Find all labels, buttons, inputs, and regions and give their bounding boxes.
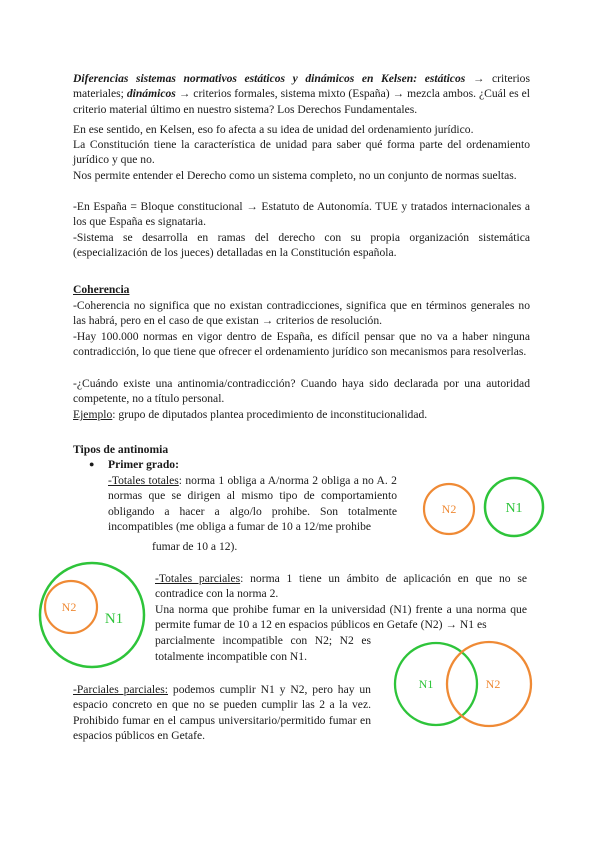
n2-label: N2 [441,502,457,516]
intro-title: Diferencias sistemas normativos estáticos y dinámicos en Kelsen: [73,72,418,85]
example-label: Ejemplo [73,408,113,421]
totales-totales-text: : norma 1 obliga a A/norma 2 obliga a no A. 2 normas que se dirigen al mismo tipo de comportamiento obligando a hacer a algo/lo prohibe. Son totalmente incompatibles (me obliga a fumar de 10 a 12/me prohibe [108,474,397,534]
totales-totales-tail: fumar de 10 a 12). [152,540,238,553]
dynamic-text: → criterios formales, sistema mixto (España) → mezcla ambos. ¿Cuál es el criterio material último en nuestro sistema? Los Derechos Fundamentales. [73,87,530,116]
diagram-totales-totales [420,474,550,546]
coherencia-paragraph-3: -¿Cuándo existe una antinomia/contradicción? Cuando haya sido declarada por una autoridad competente, no a título personal. [73,377,530,406]
n1-label: N1 [505,501,523,516]
coherencia-paragraph-1: -Coherencia no significa que no existan contradicciones, significa que en términos generales no las habrá, pero en el caso de que existan → criterios de resolución. [73,299,530,328]
n1-label: N1 [104,611,124,627]
complete-system-paragraph: Nos permite entender el Derecho como un sistema completo, no un conjunto de normas sueltas. [73,169,517,182]
totales-parciales-label: -Totales parciales [155,572,241,585]
first-degree-label: Primer grado: [108,458,179,471]
n1-label: N1 [418,677,434,691]
totales-totales-label: -Totales totales [108,474,179,487]
parciales-parciales-paragraph [73,682,371,744]
totales-totales-paragraph [108,473,397,535]
example-paragraph [73,407,530,422]
totales-parciales-example-a-text: Una norma que prohibe fumar en la universidad (N1) frente a una norma que permite fumar de 10 a 12 en espacios públicos en Getafe (N2) → N1 es [155,603,527,632]
n2-label: N2 [61,600,77,614]
intro-paragraph [73,71,530,117]
totales-parciales-text: : norma 1 tiene un ámbito de aplicación en que no se contradice con la norma 2. [155,572,527,601]
totales-parciales-example-a [155,602,527,633]
antinomia-heading: Tipos de antinomia [73,443,169,456]
diagram-parciales-parciales [390,642,540,732]
example-text: : grupo de diputados plantea procedimiento de inconstitucionalidad. [112,408,428,421]
dynamic-label: dinámicos [126,87,176,101]
n2-label: N2 [485,677,501,691]
parciales-parciales-label: -Parciales parciales: [73,683,169,696]
spain-block-paragraph: -En España = Bloque constitucional → Estatuto de Autonomía. TUE y tratados internacionales a los que España es signataria. [73,200,530,229]
totales-parciales-example-line3 [155,633,371,648]
totales-parciales-example-line3-text: parcialmente incompatible con N2; N2 es [155,634,371,647]
static-text: → criterios materiales; [73,72,530,101]
n1-circle [395,643,477,725]
branches-paragraph: -Sistema se desarrolla en ramas del derecho con su propia organización sistemática (especialización de los jueces) detalladas en la Constitución española. [73,231,530,260]
coherencia-paragraph-2: -Hay 100.000 normas en vigor dentro de España, es difícil pensar que no va a haber ninguna contradicción, lo que tiene que ofrecer el ordenamiento jurídico son mecanismos para resolverlas. [73,330,530,359]
parciales-parciales-text: podemos cumplir N1 y N2, pero hay un espacio concreto en que no se pueden cumplir las 2 a la vez. Prohibido fumar en el campus universitario/permitido fumar en espacios públicos en Getafe. [73,683,371,743]
kelsen-unity-paragraph: En ese sentido, en Kelsen, eso fo afecta a su idea de unidad del ordenamiento jurídico. [73,123,474,136]
constitution-paragraph: La Constitución tiene la característica de unidad para saber qué forma parte del ordenamiento jurídico y que no. [73,138,530,167]
totales-parciales-paragraph [155,571,527,602]
coherencia-heading: Coherencia [73,283,130,296]
diagram-totales-parciales [36,560,156,676]
n1-circle [40,563,144,667]
static-label: estáticos [424,72,466,85]
totales-parciales-example-b: totalmente incompatible con N1. [155,650,307,663]
bullet-icon: ● [89,459,95,469]
